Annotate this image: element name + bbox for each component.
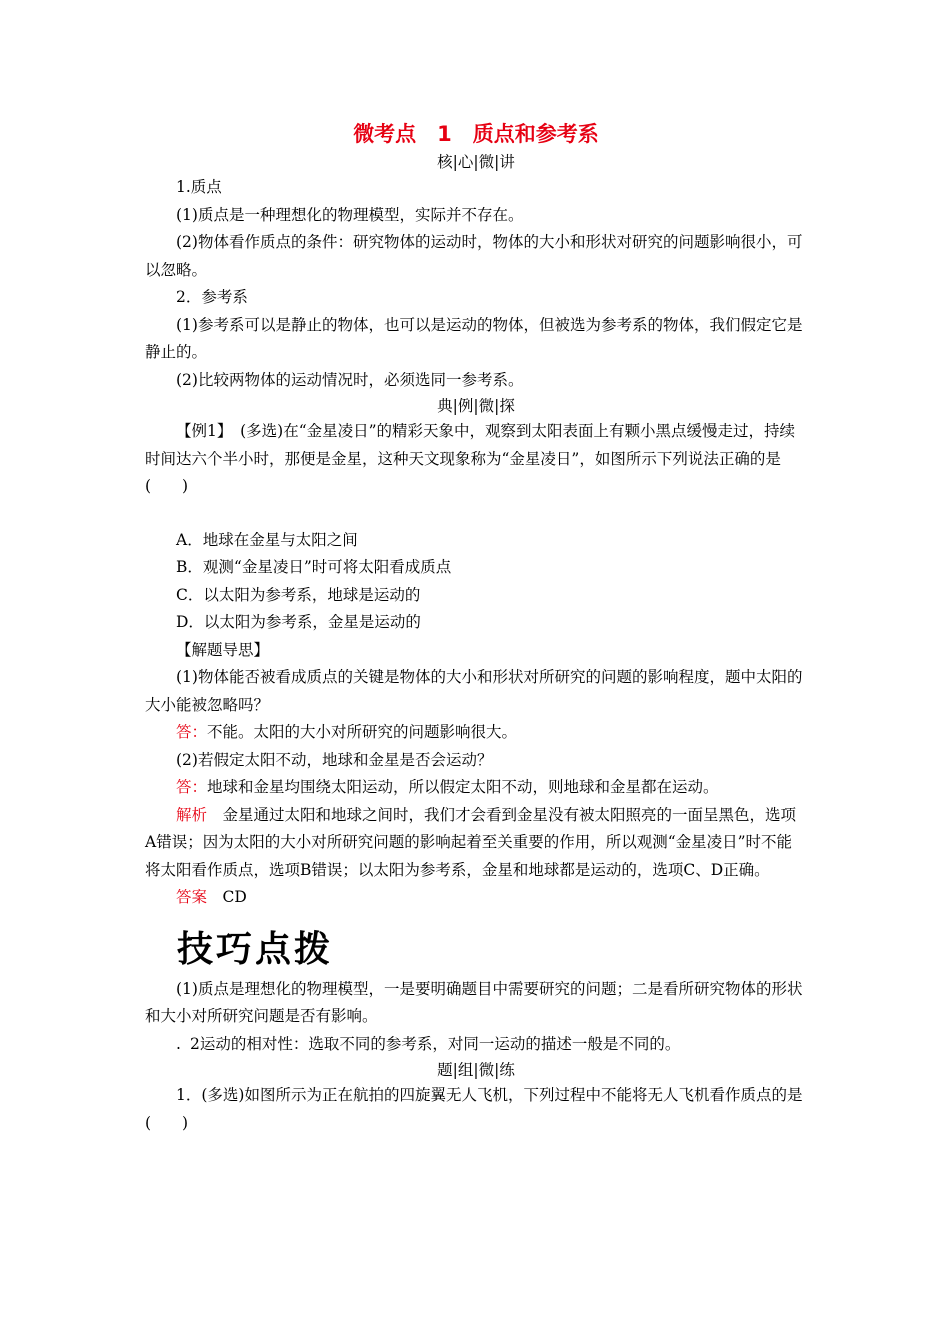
stray-dot: .: [176, 1034, 181, 1053]
core-heading-1: 1.质点: [176, 178, 222, 196]
answer-text-2: 地球和金星均围绕太阳运动，所以假定太阳不动，则地球和金星都在运动。: [207, 778, 719, 796]
answer-line: [145, 884, 807, 912]
guide-answer-2: [145, 774, 807, 802]
skill-paragraph-2: [145, 1031, 807, 1059]
document-content: [145, 118, 807, 1137]
skill-heading: 技巧点拨: [177, 928, 334, 970]
figure-placeholder: [145, 501, 807, 527]
core-paragraph-4: (2)比较两物体的运动情况时，必须选同一参考系。: [176, 370, 524, 389]
section-heading-practice: 题|组|微|练: [437, 1061, 515, 1079]
core-paragraph-1: (1)质点是一种理想化的物理模型，实际并不存在。: [176, 205, 524, 224]
option-b: B．观测“金星凌日”时可将太阳看成质点: [176, 558, 452, 576]
skill-paragraph-1: (1)质点是理想化的物理模型，一是要明确题目中需要研究的问题；二是看所研究物体的形状和大小对所研究问题是否有影响。: [145, 979, 803, 1025]
guide-question-2: (2)若假定太阳不动，地球和金星是否会运动？: [176, 750, 493, 769]
option-d: D．以太阳为参考系，金星是运动的: [176, 613, 421, 631]
practice-question-1: 1．(多选)如图所示为正在航拍的四旋翼无人飞机，下列过程中不能将无人飞机看作质点的是( ): [145, 1086, 803, 1132]
answer-label: 答案: [176, 888, 208, 906]
guide-title: 【解题导思】: [176, 640, 270, 659]
answer-label-2: 答：: [176, 778, 208, 796]
example-stem: 【例1】 (多选)在“金星凌日”的精彩天象中，观察到太阳表面上有颗小黑点缓慢走过，持续时间达六个半小时，那便是金星，这种天文现象称为“金星凌日”，如图所示下列说法正确的是( ): [145, 422, 796, 495]
analysis-paragraph: [145, 802, 807, 885]
analysis-text: 金星通过太阳和地球之间时，我们才会看到金星没有被太阳照亮的一面呈黑色，选项A错误；因为太阳的大小对所研究问题的影响起着至关重要的作用，所以观测“金星凌日”时不能将太阳看作质点，选项B错误；以太阳为参考系，金星和地球都是运动的，选项C、D正确。: [145, 805, 797, 879]
analysis-label: 解析: [176, 805, 208, 824]
section-heading-example: 典|例|微|探: [437, 397, 515, 415]
core-paragraph-3: (1)参考系可以是静止的物体，也可以是运动的物体，但被选为参考系的物体，我们假定它是静止的。: [145, 315, 803, 361]
answer-text-1: 不能。太阳的大小对所研究的问题影响很大。: [207, 723, 518, 741]
guide-answer-1: [145, 719, 807, 747]
core-paragraph-2: (2)物体看作质点的条件：研究物体的运动时，物体的大小和形状对研究的问题影响很小，可以忽略。: [145, 233, 803, 279]
answer-value: CD: [207, 888, 247, 906]
option-c: C．以太阳为参考系，地球是运动的: [176, 585, 421, 604]
option-a: A．地球在金星与太阳之间: [176, 530, 358, 549]
answer-label-1: 答：: [176, 723, 208, 741]
guide-question-1: (1)物体能否被看成质点的关键是物体的大小和形状对所研究的问题的影响程度，题中太阳的大小能被忽略吗？: [145, 668, 803, 714]
page-title: 微考点 1 质点和参考系: [353, 122, 599, 146]
section-heading-core: 核|心|微|讲: [437, 153, 515, 171]
core-heading-2: 2．参考系: [176, 288, 248, 306]
skill-paragraph-2-text: 2运动的相对性：选取不同的参考系，对同一运动的描述一般是不同的。: [190, 1034, 681, 1053]
